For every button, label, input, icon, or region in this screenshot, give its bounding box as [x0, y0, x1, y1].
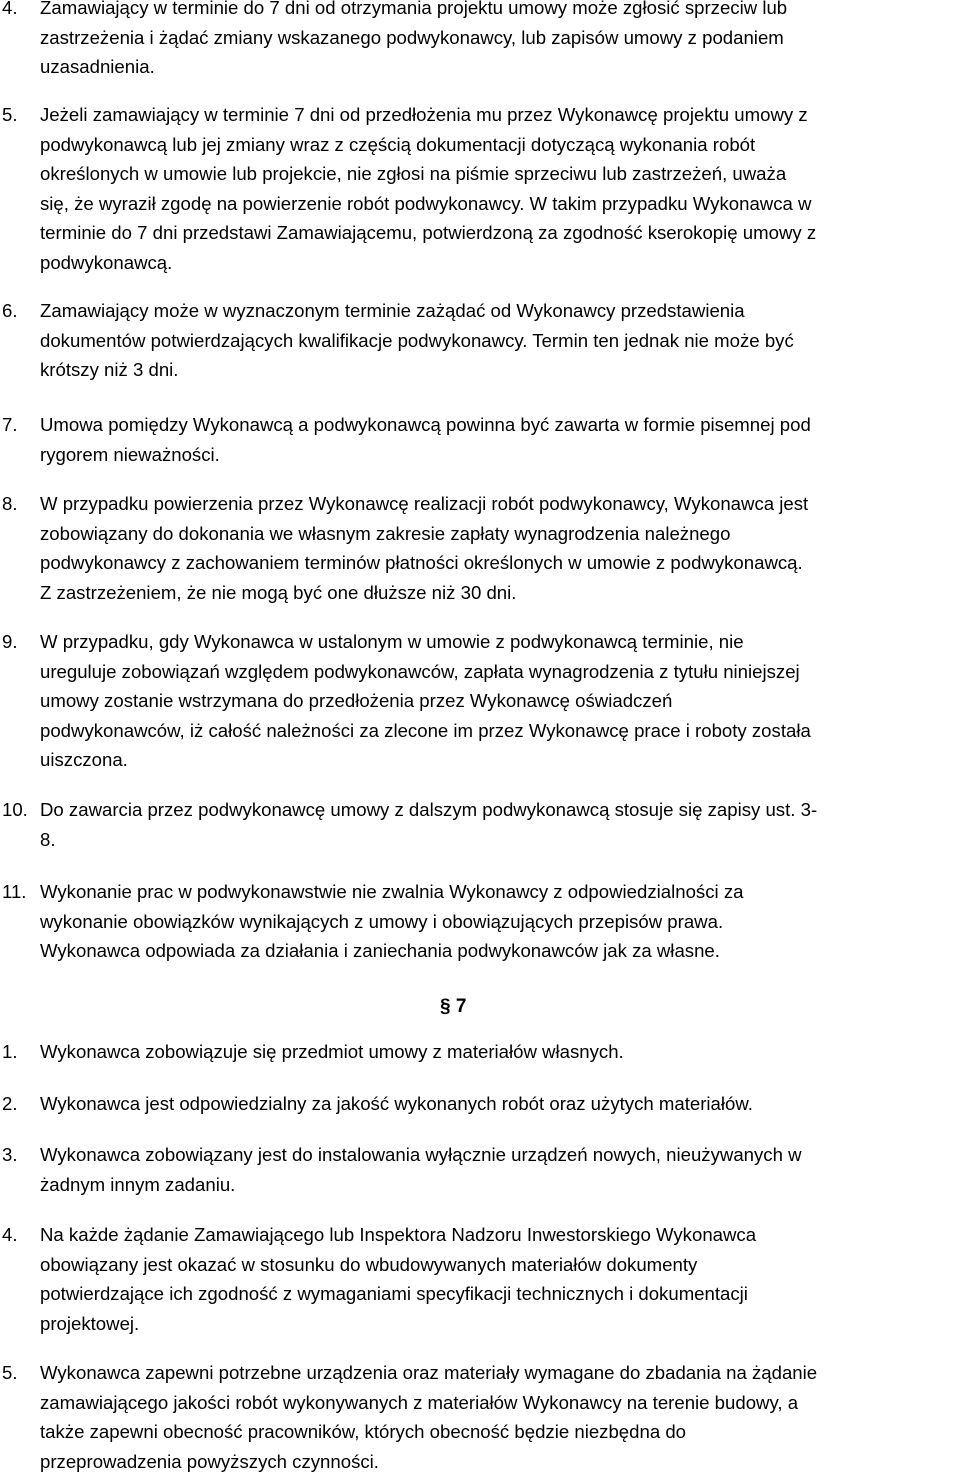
item-text	[40, 1089, 960, 1119]
text-line: także zapewni obecność pracowników, których obecność będzie niezbędna do	[40, 1421, 687, 1442]
text-line: Zamawiający może w wyznaczonym terminie zażądać od Wykonawcy przedstawienia	[40, 300, 745, 321]
section-number: 7	[455, 996, 467, 1017]
item-number: 4.	[2, 1224, 18, 1245]
item-text	[40, 296, 960, 385]
text-line: Wykonawca zobowiązuje się przedmiot umowy z materiałów własnych.	[40, 1041, 624, 1062]
text-line: uiszczona.	[40, 749, 128, 770]
text-line: się, że wyraził zgodę na powierzenie robót podwykonawcy. W takim przypadku Wykonawca w	[40, 192, 812, 214]
item-number: 6.	[2, 300, 18, 321]
text-line: zamawiającego jakości robót wykonywanych z materiałów Wykonawcy na terenie budowy, a	[40, 1391, 799, 1413]
item-number: 11.	[2, 881, 27, 902]
item-number: 7.	[2, 414, 18, 435]
text-line: Wykonawca zobowiązany jest do instalowania wyłącznie urządzeń nowych, nieużywanych w	[40, 1144, 802, 1165]
text-line: obowiązany jest okazać w stosunku do wbudowywanych materiałów dokumenty	[40, 1253, 698, 1275]
item-text	[40, 1140, 960, 1199]
text-line: umowy zostanie wstrzymana do przedłożenia przez Wykonawcę oświadczeń	[40, 690, 673, 711]
item-text	[40, 100, 960, 277]
text-line: Zamawiający w terminie do 7 dni od otrzymania projektu umowy może zgłosić sprzeciw lub	[40, 0, 788, 18]
text-line: zobowiązany do dokonania we własnym zakresie zapłaty wynagrodzenia należnego	[40, 522, 731, 544]
text-line: Z zastrzeżeniem, że nie mogą być one dłuższe niż 30 dni.	[40, 581, 517, 603]
text-line: 8.	[40, 828, 56, 850]
text-line: określonych w umowie lub projekcie, nie zgłosi na piśmie sprzeciwu lub zastrzeżeń, uważa	[40, 163, 787, 184]
text-line: Wykonawca jest odpowiedzialny za jakość wykonanych robót oraz użytych materiałów.	[40, 1093, 753, 1114]
item-number: 5.	[2, 104, 18, 125]
item-number: 2.	[2, 1093, 18, 1114]
text-line: Wykonawca odpowiada za działania i zaniechania podwykonawców jak za własne.	[40, 940, 720, 961]
text-line: Do zawarcia przez podwykonawcę umowy z dalszym podwykonawcą stosuje się zapisy ust. 3-	[40, 799, 818, 820]
item-number: 4.	[2, 0, 18, 18]
text-line: Jeżeli zamawiający w terminie 7 dni od przedłożenia mu przez Wykonawcę projektu umowy z	[40, 104, 808, 125]
text-line: podwykonawcą lub jej zmiany wraz z częścią dokumentacji dotyczącą wykonania robót	[40, 133, 756, 155]
text-line: Wykonawca zapewni potrzebne urządzenia oraz materiały wymagane do zbadania na żądanie	[40, 1362, 818, 1383]
text-line: dokumentów potwierdzających kwalifikacje podwykonawcy. Termin ten jednak nie może być	[40, 329, 794, 351]
text-line: potwierdzające ich zgodność z wymaganiami specyfikacji technicznych i dokumentacji	[40, 1283, 748, 1304]
item-number: 10.	[2, 799, 28, 820]
item-number: 8.	[2, 493, 18, 514]
item-number: 3.	[2, 1144, 18, 1165]
item-text	[40, 1037, 960, 1067]
item-number: 9.	[2, 631, 18, 652]
item-number: 5.	[2, 1362, 18, 1383]
paragraph-sign: §	[440, 996, 451, 1017]
item-text	[40, 877, 960, 966]
item-text	[40, 795, 960, 854]
text-line: Wykonanie prac w podwykonawstwie nie zwalnia Wykonawcy z odpowiedzialności za	[40, 881, 744, 902]
text-line: żadnym innym zadaniu.	[40, 1173, 236, 1195]
text-line: projektowej.	[40, 1312, 140, 1334]
text-line: rygorem nieważności.	[40, 443, 220, 465]
text-line: W przypadku powierzenia przez Wykonawcę realizacji robót podwykonawcy, Wykonawca jest	[40, 493, 809, 514]
item-text	[40, 489, 960, 607]
text-line: W przypadku, gdy Wykonawca w ustalonym w umowie z podwykonawcą terminie, nie	[40, 631, 744, 652]
text-line: Na każde żądanie Zamawiającego lub Inspektora Nadzoru Inwestorskiego Wykonawca	[40, 1224, 757, 1245]
item-number: 1.	[2, 1041, 18, 1062]
item-text	[40, 627, 960, 775]
text-line: terminie do 7 dni przedstawi Zamawiającemu, potwierdzoną za zgodność kserokopię umowy z	[40, 222, 817, 243]
text-line: uzasadnienia.	[40, 56, 155, 77]
item-text	[40, 1220, 960, 1338]
text-line: podwykonawców, iż całość należności za zlecone im przez Wykonawcę prace i roboty została	[40, 719, 811, 741]
text-line: zastrzeżenia i żądać zmiany wskazanego podwykonawcy, lub zapisów umowy z podaniem	[40, 26, 784, 48]
text-line: przeprowadzenia powyższych czynności.	[40, 1450, 379, 1472]
item-text	[40, 410, 960, 469]
text-line: ureguluje zobowiązań względem podwykonawców, zapłata wynagrodzenia z tytułu niniejszej	[40, 660, 800, 682]
text-line: podwykonawcy z zachowaniem terminów płatności określonych w umowie z podwykonawcą.	[40, 552, 803, 573]
section-heading	[440, 993, 500, 1023]
text-line: podwykonawcą.	[40, 251, 173, 273]
item-text	[40, 1358, 960, 1476]
text-line: Umowa pomiędzy Wykonawcą a podwykonawcą powinna być zawarta w formie pisemnej pod	[40, 414, 811, 435]
item-text	[40, 0, 960, 82]
text-line: krótszy niż 3 dni.	[40, 359, 179, 380]
text-line: wykonanie obowiązków wynikających z umowy i obowiązujących przepisów prawa.	[40, 910, 724, 932]
